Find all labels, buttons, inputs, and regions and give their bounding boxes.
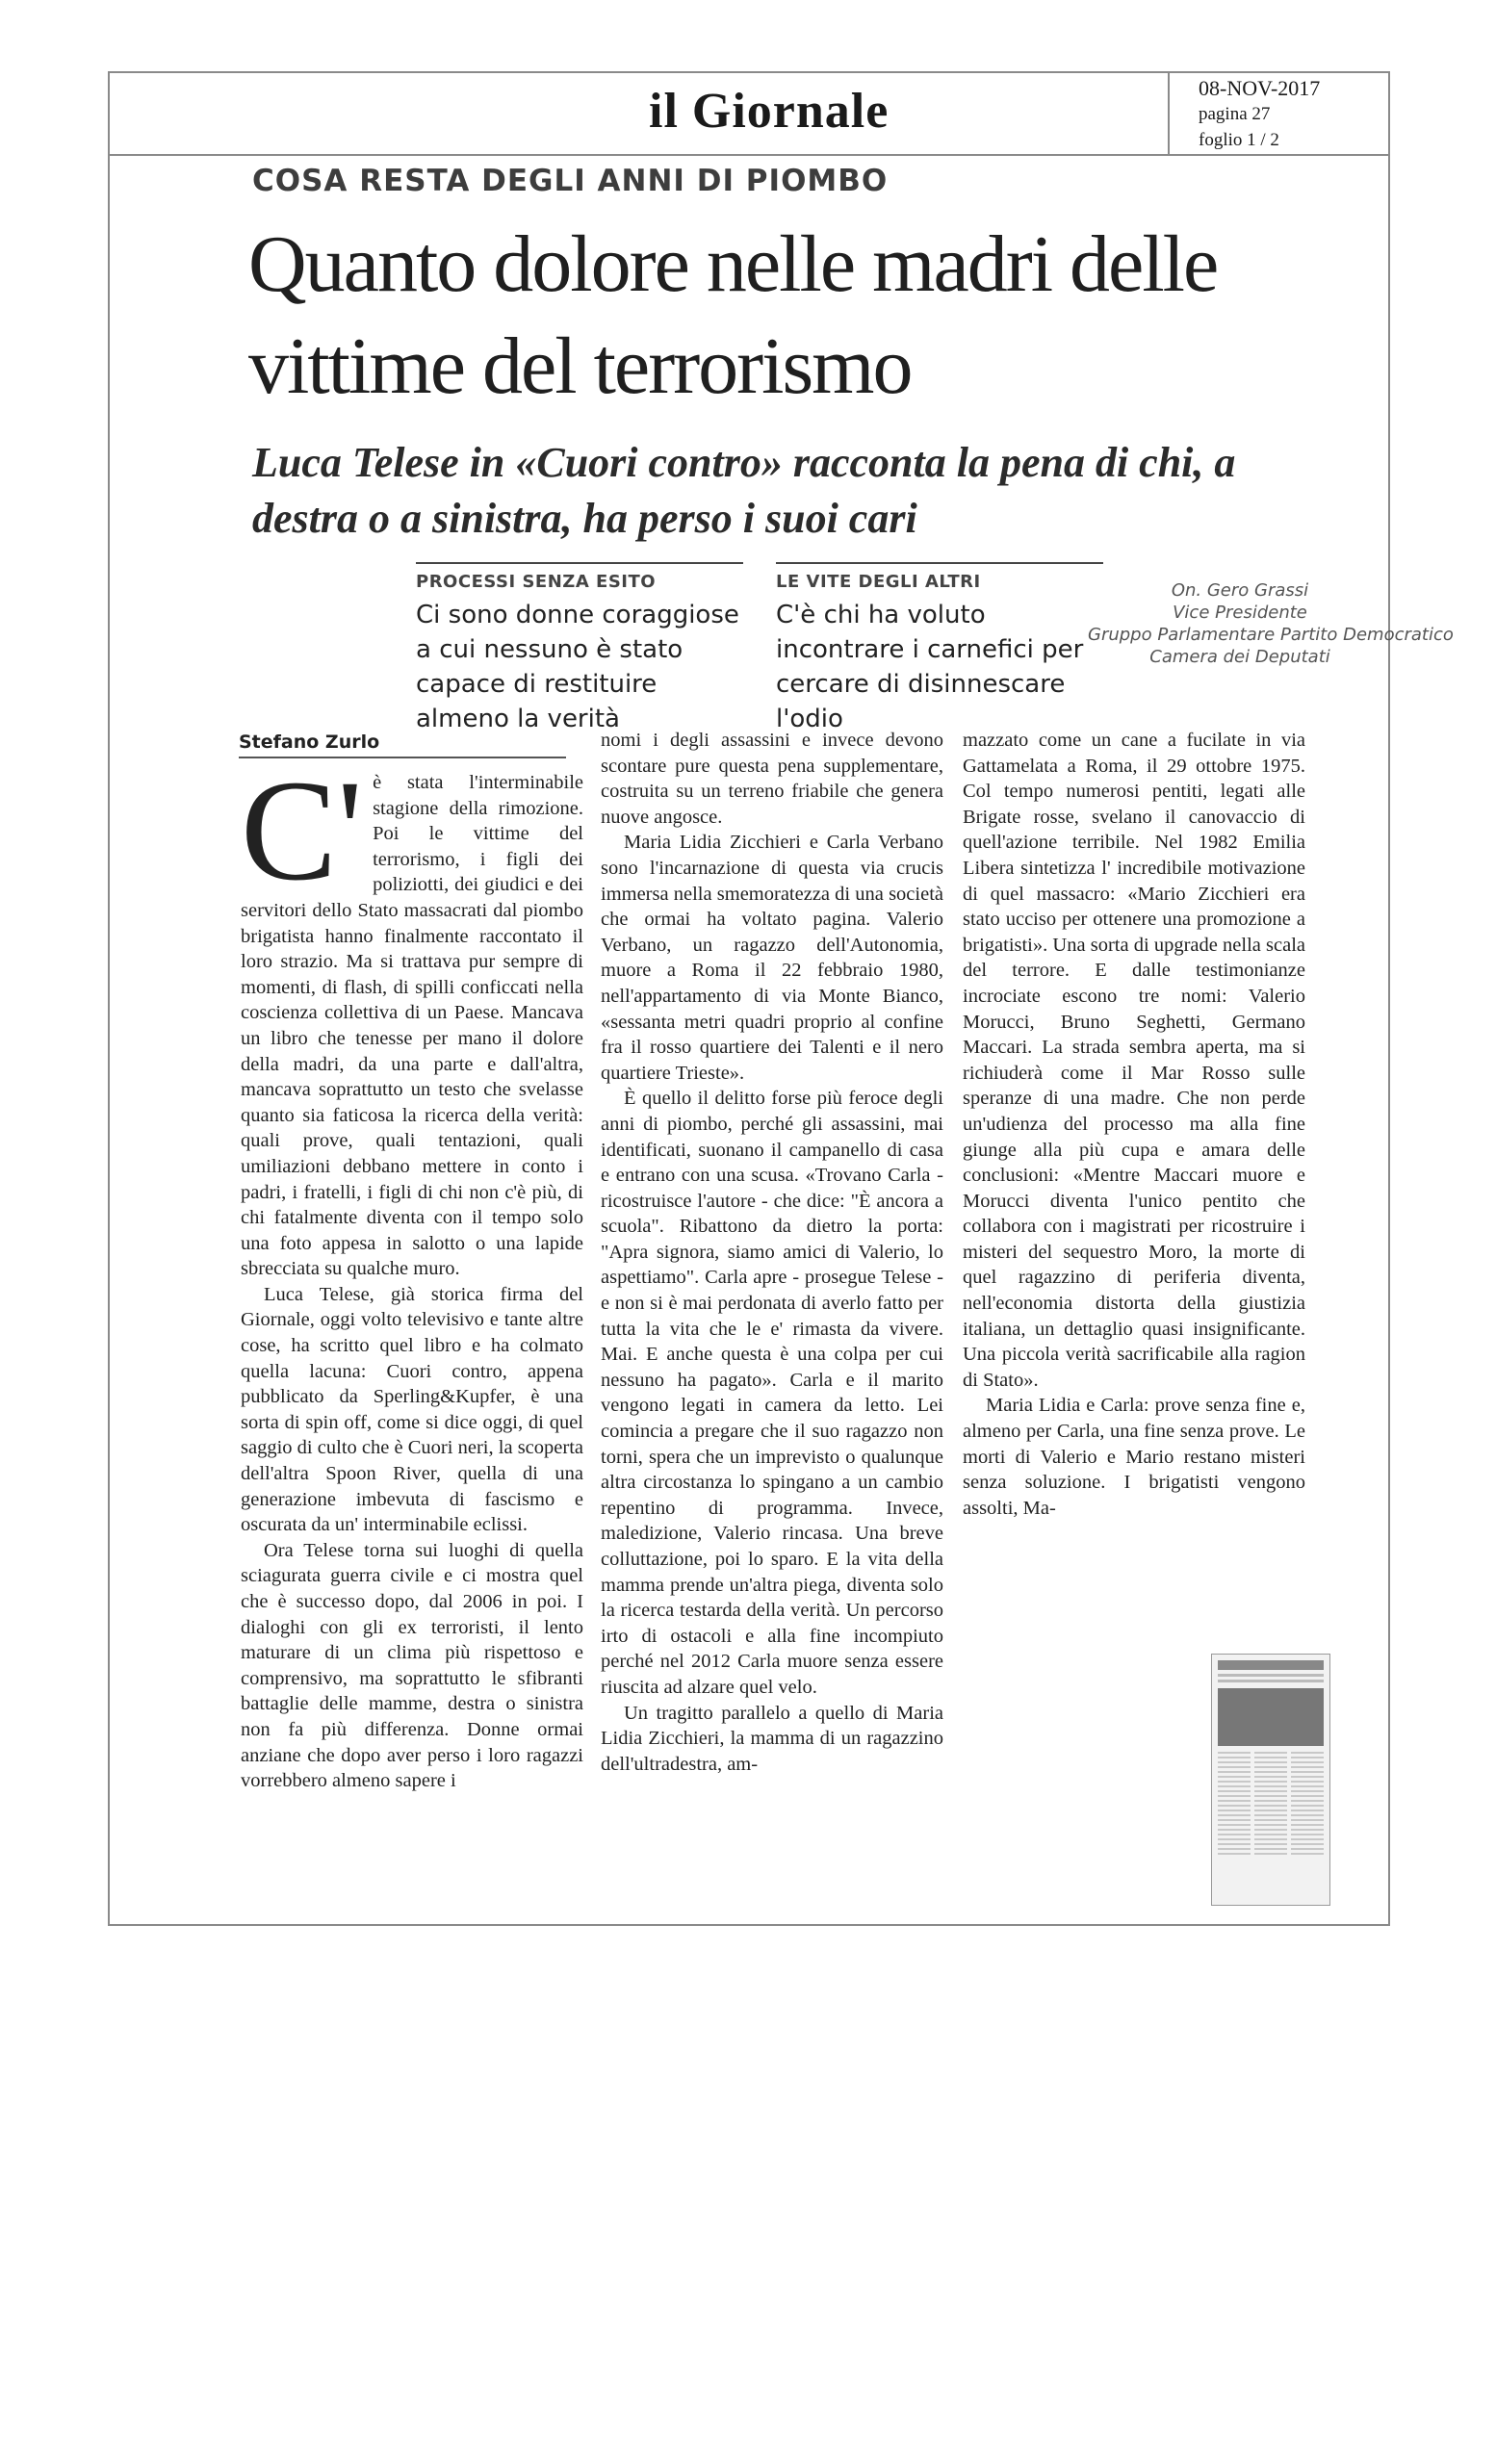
article-paragraph: È quello il delitto forse più feroce degli anni di piombo, perché gli assassini, mai identificati, suonano il campanello di casa e entrano con una scusa. «Trovano Carla - ricostruisce l'autore - che dice: "È ancora a scuola". Ribattono da dietro la porta: "Apra signora, siamo amici di Valerio, lo aspettiamo". Carla apre - prosegue Telese - e non si è mai perdonata di averlo fatto per tutta la vita che le e' rimasta da vivere. Mai. E anche questa è una colpa per cui nessuno ha pagato». Carla e il marito vengono legati in camera da letto. Lei comincia a pregare che il suo ragazzo non torni, spera che un imprevisto o qualunque altra circostanza lo spingano a un cambio repentino di programma. Invece, maledizione, Valerio rincasa. Una breve colluttazione, poi lo sparo. E la vita della mamma prende un'altra piega, diventa solo la ricerca testarda della verità. Un percorso irto di ostacoli e alla fine incompiuto perché nel 2012 Carla muore senza essere riuscita ad alzare quel velo. — [601, 1088, 943, 1698]
clipping-date: 08-NOV-2017 — [1199, 76, 1321, 100]
article-paragraph: Luca Telese, già storica firma del Giornale, oggi volto televisivo e tante altre cose, ha scritto quel libro e ha colmato quella lacuna: Cuori contro, appena pubblicato da Sperling&Kupfer, è una sorta di spin off, come si dice oggi, di quel saggio di culto che è Cuori neri, la scoperta dell'altra Spoon River, quella di una generazione imbevuta di fascismo e oscurata da un' interminabile eclissi. — [241, 1283, 583, 1536]
headline: Quanto dolore nelle madri delle vittime del terrorismo — [248, 219, 1218, 411]
clipping-page: pagina 27 — [1199, 104, 1271, 124]
sidebar-rule — [416, 562, 743, 564]
stamp-chamber: Camera dei Deputati — [1149, 647, 1330, 667]
article-paragraph: Maria Lidia e Carla: prove senza fine e, almeno per Carla, una fine senza prove. Le morti di Valerio e Mario restano misteri senza soluzione. I brigatisti vengono assolti, Ma- — [963, 1395, 1305, 1519]
stamp-role: Vice Presidente — [1173, 603, 1307, 623]
page-thumbnail — [1211, 1654, 1330, 1906]
article-paragraph: Maria Lidia Zicchieri e Carla Verbano sono l'incarnazione di questa via crucis immersa nella smemoratezza di una società che ormai ha voltato pagina. Valerio Verbano, un ragazzo dell'Autonomia, muore a Roma il 22 febbraio 1980, nell'appartamento di via Monte Bianco, «sessanta metri quadri proprio al confine fra il rosso quartiere dei Talenti e il nero quartiere Trieste». — [601, 832, 943, 1084]
article-column-2 — [601, 728, 943, 1777]
clipping-sheet: foglio 1 / 2 — [1199, 130, 1279, 150]
stamp-name: On. Gero Grassi — [1171, 580, 1309, 601]
article-paragraph: Ora Telese torna sui luoghi di quella sciagurata guerra civile e ci mostra quel che è successo dopo, dal 2006 in poi. I dialoghi con gli ex terroristi, il lento maturare di un clima più rispettoso e comprensivo, ma soprattutto le sfibranti battaglie delle mamme, destra o sinistra non fa più differenza. Donne ormai anziane che dopo aver perso i loro ragazzi vorrebbero almeno sapere i — [241, 1539, 583, 1792]
article-paragraph: Un tragitto parallelo a quello di Maria Lidia Zicchieri, la mamma di un ragazzino dell'ultradestra, am- — [601, 1702, 943, 1775]
sidebar-label: LE VITE DEGLI ALTRI — [776, 572, 981, 592]
article-column-3 — [963, 728, 1305, 1521]
sidebar-label: PROCESSI SENZA ESITO — [416, 572, 657, 592]
thumbnail-photo — [1218, 1688, 1324, 1746]
clipping-info — [1168, 71, 1390, 156]
article-column-1 — [241, 751, 583, 1794]
article-paragraph: mazzato come un cane a fucilate in via Gattamelata a Roma, il 29 ottobre 1975. Col tempo numerosi pentiti, legati alle Brigate rosse, svelano il canovaccio di quell'azione terribile. Nel 1982 Emilia Libera sintetizza l' incredibile motivazione di quel massacro: «Mario Zicchieri era stato ucciso per ottenere una promozione a brigatisti». Una sorta di upgrade nella scala del terrore. E dalle testimonianze incrociate escono tre nomi: Valerio Morucci, Bruno Seghetti, Germano Maccari. La strada sembra aperta, ma si richiuderà come il Mar Rosso sulle speranze di una madre. Che non perde un'udienza del processo ma alla fine giunge alla più cupa e amara delle conclusioni: «Mentre Maccari muore e Morucci diventa l'unico pentito che collabora con i magistrati per ricostruire i misteri del sequestro Moro, la morte di quel ragazzino di periferia diventa, nell'economia distorta della giustizia italiana, un dettaglio quasi insignificante. Una piccola verità sacrificabile alla ragion di Stato». — [963, 730, 1305, 1391]
sidebar-text: C'è chi ha voluto incontrare i carnefici per cercare di disinnescare l'odio — [776, 601, 1084, 733]
article-paragraph: nomi i degli assassini e invece devono scontare pure questa pena supplementare, costruita su un terreno friabile che genera nuove angosce. — [601, 730, 943, 828]
byline: Stefano Zurlo — [239, 732, 566, 758]
sidebar-text: Ci sono donne coraggiose a cui nessuno è stato capace di restituire almeno la verità — [416, 601, 739, 733]
sidebar-rule — [776, 562, 1103, 564]
sidebar-vite — [776, 562, 1103, 736]
masthead: il Giornale — [649, 84, 890, 139]
deck: Luca Telese in «Cuori contro» racconta la pena di chi, a destra o a sinistra, ha perso i suoi cari — [252, 439, 1236, 542]
article-paragraph: C' è stata l'interminabile stagione della rimozione. Poi le vittime del terrorismo, i figli dei poliziotti, dei giudici e dei servitori dello Stato massacrati dal piombo brigatista hanno finalmente raccontato il loro strazio. Ma si trattava pur sempre di momenti, di flash, di spilli conficcati nella coscienza collettiva di un Paese. Mancava un libro che tenesse per mano il dolore della madri, da una parte e dall'altra, mancava soprattutto un testo che svelasse quanto sia faticosa la ricerca della verità: quali prove, quali tentazioni, quali umiliazioni debbano mettere in conto i padri, i fratelli, i figli di chi non c'è più, di chi fatalmente diventa con il tempo solo una foto appesa in salotto o una lapide sbrecciata su qualche muro. — [241, 751, 583, 1280]
dropcap: C' — [241, 751, 364, 911]
kicker: COSA RESTA DEGLI ANNI DI PIOMBO — [252, 164, 889, 198]
office-stamp — [1088, 579, 1454, 668]
stamp-group: Gruppo Parlamentare Partito Democratico — [1088, 625, 1454, 645]
sidebar-processi — [416, 562, 743, 736]
